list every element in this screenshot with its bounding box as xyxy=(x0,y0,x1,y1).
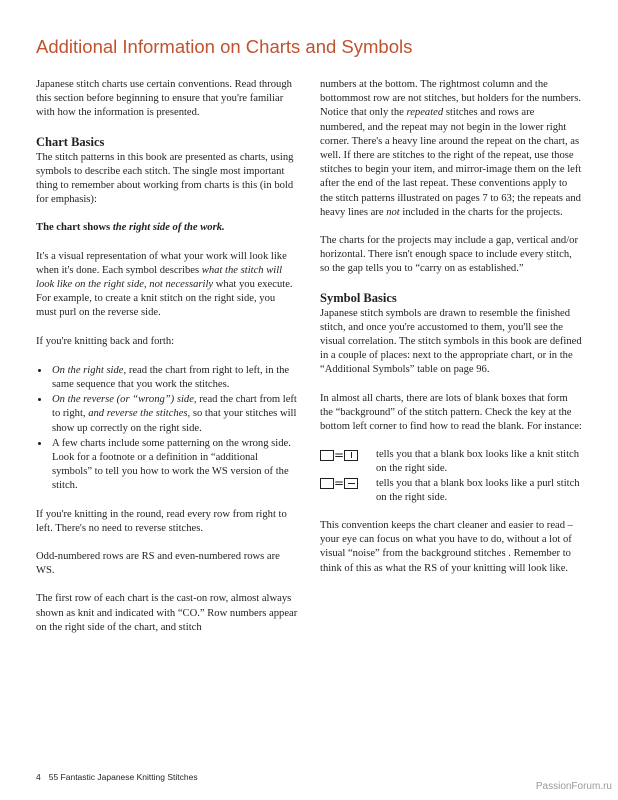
gap-paragraph: The charts for the projects may include a gap, vertical and/or horizontal. There isn't enough space to include every stitch, so the gap tells you to “carry on as established.” xyxy=(320,235,578,275)
page-number: 4 xyxy=(36,772,41,782)
equals-sign: = xyxy=(334,447,345,462)
page-footer xyxy=(36,772,198,782)
back-and-forth-paragraph: If you're knitting back and forth: xyxy=(36,335,175,347)
list-item: • A few charts include some patterning on the wrong side. Look for a footnote or a definition in “additional symbols” to tell you how to work the WS version of the stitch. xyxy=(50,436,298,494)
watermark: PassionForum.ru xyxy=(535,781,612,792)
page-title: Additional Information on Charts and Symbols xyxy=(36,36,413,57)
continued-paragraph: numbers at the bottom. The rightmost column and the bottommost row are not stitches, but holders for the numbers. Notice that only the repeated stitches and rows are numbered, and the repeat may not begin in the lower right corner. There's a heavy line around the repeat on the chart, as well. If there are stitches to the right of the repeat, use those stitches to begin your item, and mirror-image them on the left after the end of the last repeat. These conventions apply to the stitch patterns illustrated on pages 7 to 63; the repeats and heavy lines are not included in the charts for the projects. xyxy=(320,79,582,218)
blank-boxes-paragraph: In almost all charts, there are lots of blank boxes that form the “background” of the stitch pattern. Check the key at the bottom left corner to find how to read the blank. For instance: xyxy=(320,392,582,433)
bold-emphasis-line: The chart shows the right side of the work. xyxy=(36,222,225,234)
chart-basics-heading: Chart Basics xyxy=(36,134,105,149)
intro-paragraph: Japanese stitch charts use certain conventions. Read through this section before beginning to ensure that you're familiar with how the information is presented. xyxy=(36,79,292,119)
first-row-paragraph: The first row of each chart is the cast-on row, almost always shown as knit and indicated with “CO.” Row numbers appear on the right side of the chart, and stitch xyxy=(36,593,298,633)
list-item: • On the right side, read the chart from right to left, in the same sequence that you work the stitches. xyxy=(50,363,298,392)
odd-even-paragraph: Odd-numbered rows are RS and even-numbered rows are WS. xyxy=(36,551,280,577)
blank-box-icon xyxy=(320,450,334,461)
purl-symbol-icon xyxy=(344,478,358,489)
symbol-basics-heading: Symbol Basics xyxy=(320,290,397,305)
convention-paragraph: This convention keeps the chart cleaner and easier to read – your eye can focus on what you have to do, without a lot of visual “noise” from the background stitches . Remember to think of this as what the RS of your knitting will look like. xyxy=(320,520,573,574)
book-title: 55 Fantastic Japanese Knitting Stitches xyxy=(48,772,198,782)
symbol-basics-paragraph: Japanese stitch symbols are drawn to resemble the finished stitch, and once you're accustomed to them, you'll see the visual correlation. The stitch symbols in this book are defined in a couple of places: next to the appropriate chart, or in the “Additional Symbols” table on page 96. xyxy=(320,307,582,376)
round-paragraph: If you're knitting in the round, read every row from right to left. There's no need to reverse stitches. xyxy=(36,508,287,534)
right-column xyxy=(320,78,582,590)
left-column xyxy=(36,78,298,649)
reading-rules-list xyxy=(36,363,298,494)
purl-symbol-legend xyxy=(320,477,582,505)
equals-sign: = xyxy=(334,476,345,491)
knit-symbol-text: tells you that a blank box looks like a knit stitch on the right side. xyxy=(376,449,580,475)
purl-symbol-text: tells you that a blank box looks like a purl stitch on the right side. xyxy=(376,477,580,503)
list-item: • On the reverse (or “wrong”) side, read the chart from left to right, and reverse the stitches, so that your stitches will show up correctly on the right side. xyxy=(50,392,298,436)
visual-representation-paragraph: It's a visual representation of what your work will look like when it's done. Each symbol describes what the stitch will look like on the right side, not necessarily what you execute. For example, to create a knit stitch on the right side, you must purl on the reverse side. xyxy=(36,250,293,319)
chart-basics-paragraph: The stitch patterns in this book are presented as charts, using symbols to describe each stitch. The single most important thing to remember about working from charts is this (in bold for emphasis): xyxy=(36,151,294,206)
knit-symbol-legend xyxy=(320,448,582,476)
blank-box-icon xyxy=(320,478,334,489)
knit-symbol-icon xyxy=(344,450,358,461)
